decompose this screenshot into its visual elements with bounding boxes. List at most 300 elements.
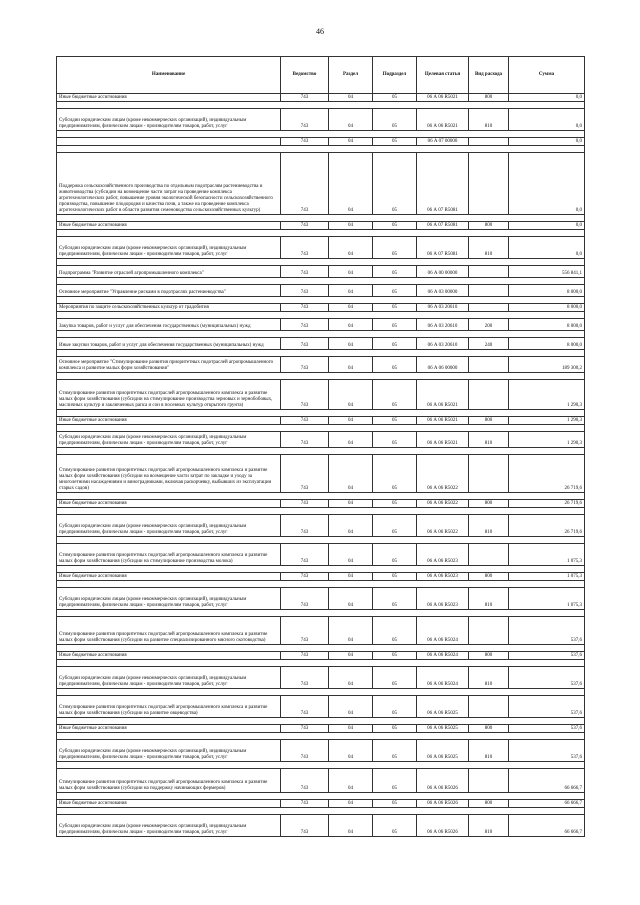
spacer-cell (57, 689, 585, 696)
cell-tselevaya: 06 А 06 R5021 (417, 94, 469, 102)
cell-tselevaya: 06 А 06 R5021 (417, 109, 469, 131)
cell-vedomstvo: 743 (281, 455, 329, 493)
table-row (57, 455, 585, 493)
cell-podrazdel: 05 (373, 338, 417, 350)
cell-vid: 810 (469, 740, 509, 762)
cell-podrazdel: 05 (373, 725, 417, 733)
cell-vedomstvo: 743 (281, 588, 329, 610)
page-number: 46 (316, 27, 324, 36)
cell-summa: 1 290,3 (509, 432, 585, 448)
header-vid: Вид расхода (469, 57, 509, 94)
cell-vedomstvo: 743 (281, 285, 329, 297)
cell-tselevaya: 06 А 06 R5025 (417, 696, 469, 718)
table-row (57, 725, 585, 733)
cell-razdel: 04 (329, 515, 373, 537)
cell-vedomstvo: 743 (281, 617, 329, 645)
cell-razdel: 04 (329, 380, 373, 410)
cell-summa: 1 075,3 (509, 544, 585, 566)
cell-summa: 537,6 (509, 617, 585, 645)
row-spacer (57, 410, 585, 417)
cell-tselevaya: 06 А 07 R5081 (417, 153, 469, 215)
cell-summa: 1 075,3 (509, 588, 585, 610)
cell-tselevaya: 06 А 07 R5081 (417, 222, 469, 230)
cell-summa: 0,0 (509, 138, 585, 146)
cell-podrazdel: 05 (373, 237, 417, 259)
spacer-cell (57, 331, 585, 338)
cell-podrazdel: 05 (373, 266, 417, 278)
row-spacer (57, 793, 585, 800)
cell-name: Мероприятия по защите сельскохозяйственных культур от градобития (57, 304, 281, 312)
cell-vid: 240 (469, 338, 509, 350)
cell-vedomstvo: 743 (281, 357, 329, 373)
cell-vid (469, 769, 509, 793)
cell-razdel: 04 (329, 667, 373, 689)
table-row (57, 357, 585, 373)
cell-podrazdel: 05 (373, 544, 417, 566)
cell-razdel: 04 (329, 500, 373, 508)
header-tselevaya: Целевая статья (417, 57, 469, 94)
cell-tselevaya: 06 А 06 R5022 (417, 500, 469, 508)
table-row (57, 222, 585, 230)
row-spacer (57, 566, 585, 573)
cell-razdel: 04 (329, 696, 373, 718)
cell-summa: 1 290,3 (509, 417, 585, 425)
spacer-cell (57, 660, 585, 667)
cell-vid: 800 (469, 500, 509, 508)
cell-vid: 800 (469, 652, 509, 660)
table-row (57, 515, 585, 537)
cell-vedomstvo: 743 (281, 800, 329, 808)
cell-name: Стимулирование развития приоритетных подотраслей агропромышленного комплекса и развитие малых форм хозяйствования (субсидии на поддержку начинающих фермеров) (57, 769, 281, 793)
table-header-row (57, 57, 585, 94)
table-row (57, 380, 585, 410)
cell-podrazdel: 05 (373, 319, 417, 331)
cell-vedomstvo: 743 (281, 222, 329, 230)
cell-vid: 800 (469, 725, 509, 733)
cell-podrazdel: 05 (373, 455, 417, 493)
cell-tselevaya: 06 А 06 R5025 (417, 725, 469, 733)
table-row (57, 588, 585, 610)
cell-vid (469, 544, 509, 566)
cell-name (57, 138, 281, 146)
cell-name: Основное мероприятие "Стимулирование развития приоритетных подотраслей агропромышленного комплекса и развитие малых форм хозяйствования" (57, 357, 281, 373)
cell-summa: 26 719,6 (509, 455, 585, 493)
spacer-cell (57, 610, 585, 617)
table-row (57, 109, 585, 131)
spacer-cell (57, 508, 585, 515)
cell-summa: 0,0 (509, 237, 585, 259)
cell-summa: 0,0 (509, 222, 585, 230)
spacer-cell (57, 230, 585, 237)
cell-podrazdel: 05 (373, 417, 417, 425)
row-spacer (57, 230, 585, 237)
cell-tselevaya: 06 А 06 R5026 (417, 800, 469, 808)
spacer-cell (57, 350, 585, 357)
cell-vid (469, 266, 509, 278)
cell-podrazdel: 05 (373, 304, 417, 312)
spacer-cell (57, 297, 585, 304)
cell-podrazdel: 05 (373, 667, 417, 689)
table-row (57, 94, 585, 102)
cell-tselevaya: 06 А 06 R5021 (417, 432, 469, 448)
table-body (57, 94, 585, 837)
table-row (57, 417, 585, 425)
header-vedomstvo: Ведомство (281, 57, 329, 94)
cell-tselevaya: 06 А 06 R5023 (417, 544, 469, 566)
cell-vid (469, 153, 509, 215)
spacer-cell (57, 762, 585, 769)
cell-vedomstvo: 743 (281, 380, 329, 410)
table-row (57, 285, 585, 297)
cell-tselevaya: 06 А 06 R5024 (417, 652, 469, 660)
row-spacer (57, 808, 585, 815)
cell-vedomstvo: 743 (281, 237, 329, 259)
cell-summa: 66 666,7 (509, 815, 585, 837)
row-spacer (57, 660, 585, 667)
spacer-cell (57, 793, 585, 800)
cell-podrazdel: 05 (373, 432, 417, 448)
row-spacer (57, 331, 585, 338)
cell-summa: 537,6 (509, 696, 585, 718)
cell-razdel: 04 (329, 153, 373, 215)
cell-razdel: 04 (329, 222, 373, 230)
cell-vid: 810 (469, 109, 509, 131)
cell-summa: 556 841,1 (509, 266, 585, 278)
spacer-cell (57, 493, 585, 500)
cell-podrazdel: 05 (373, 815, 417, 837)
header-razdel: Раздел (329, 57, 373, 94)
cell-razdel: 04 (329, 800, 373, 808)
table-row (57, 573, 585, 581)
cell-name: Иные бюджетные ассигнования (57, 652, 281, 660)
header-name: Наименование (57, 57, 281, 94)
row-spacer (57, 215, 585, 222)
cell-name: Иные бюджетные ассигнования (57, 500, 281, 508)
cell-summa: 189 300,2 (509, 357, 585, 373)
cell-tselevaya: 06 А 06 R5024 (417, 667, 469, 689)
cell-summa: 1 075,3 (509, 573, 585, 581)
cell-podrazdel: 05 (373, 357, 417, 373)
cell-name: Иные бюджетные ассигнования (57, 222, 281, 230)
cell-name: Иные бюджетные ассигнования (57, 725, 281, 733)
cell-tselevaya: 06 А 03 20610 (417, 304, 469, 312)
cell-name: Субсидии юридическим лицам (кроме некоммерческих организаций), индивидуальным предпринимателям, физическим лицам - производителям товаров, работ, услуг (57, 667, 281, 689)
cell-name: Субсидии юридическим лицам (кроме некоммерческих организаций), индивидуальным предпринимателям, физическим лицам - производителям товаров, работ, услуг (57, 237, 281, 259)
cell-vedomstvo: 743 (281, 94, 329, 102)
cell-summa: 8 000,0 (509, 338, 585, 350)
table-row (57, 266, 585, 278)
cell-summa: 537,6 (509, 725, 585, 733)
cell-tselevaya: 06 А 06 R5023 (417, 573, 469, 581)
cell-vid: 800 (469, 222, 509, 230)
cell-name: Закупка товаров, работ и услуг для обеспечения государственных (муниципальных) нужд (57, 319, 281, 331)
cell-razdel: 04 (329, 769, 373, 793)
row-spacer (57, 610, 585, 617)
spacer-cell (57, 102, 585, 109)
cell-razdel: 04 (329, 617, 373, 645)
cell-tselevaya: 06 А 03 20610 (417, 319, 469, 331)
cell-vid (469, 380, 509, 410)
table-row (57, 617, 585, 645)
row-spacer (57, 733, 585, 740)
cell-podrazdel: 05 (373, 573, 417, 581)
cell-vedomstvo: 743 (281, 515, 329, 537)
row-spacer (57, 425, 585, 432)
table-row (57, 740, 585, 762)
row-spacer (57, 762, 585, 769)
cell-summa: 537,6 (509, 667, 585, 689)
row-spacer (57, 102, 585, 109)
spacer-cell (57, 566, 585, 573)
row-spacer (57, 312, 585, 319)
cell-vedomstvo: 743 (281, 266, 329, 278)
cell-name: Иные бюджетные ассигнования (57, 573, 281, 581)
cell-vedomstvo: 743 (281, 417, 329, 425)
cell-name: Стимулирование развития приоритетных подотраслей агропромышленного комплекса и развитие малых форм хозяйствования (субсидии на стимулирование производства зерновых и зернобобовых, масличных культур и заключенных рапса и сои в посевных культур открытого грунта) (57, 380, 281, 410)
table-row (57, 667, 585, 689)
cell-vedomstvo: 743 (281, 815, 329, 837)
cell-summa: 8 000,0 (509, 285, 585, 297)
cell-summa: 537,6 (509, 740, 585, 762)
cell-name: Иные закупки товаров, работ и услуг для обеспечения государственных (муниципальных) нужд (57, 338, 281, 350)
cell-name: Субсидии юридическим лицам (кроме некоммерческих организаций), индивидуальным предпринимателям, физическим лицам - производителям товаров, работ, услуг (57, 109, 281, 131)
cell-podrazdel: 05 (373, 380, 417, 410)
cell-podrazdel: 05 (373, 800, 417, 808)
table-row (57, 544, 585, 566)
row-spacer (57, 537, 585, 544)
cell-tselevaya: 06 А 06 R5024 (417, 617, 469, 645)
cell-tselevaya: 06 А 06 R5021 (417, 417, 469, 425)
cell-summa: 26 719,6 (509, 515, 585, 537)
cell-podrazdel: 05 (373, 138, 417, 146)
spacer-cell (57, 645, 585, 652)
cell-razdel: 04 (329, 544, 373, 566)
cell-vedomstvo: 743 (281, 138, 329, 146)
cell-razdel: 04 (329, 138, 373, 146)
cell-summa: 8 000,0 (509, 319, 585, 331)
row-spacer (57, 718, 585, 725)
header-summa: Сумма (509, 57, 585, 94)
cell-name: Стимулирование развития приоритетных подотраслей агропромышленного комплекса и развитие малых форм хозяйствования (субсидии на развитие специализированного мясного скотоводства) (57, 617, 281, 645)
cell-vid: 800 (469, 417, 509, 425)
cell-summa: 1 290,3 (509, 380, 585, 410)
cell-podrazdel: 05 (373, 500, 417, 508)
cell-vid: 200 (469, 319, 509, 331)
cell-podrazdel: 05 (373, 153, 417, 215)
cell-name: Субсидии юридическим лицам (кроме некоммерческих организаций), индивидуальным предпринимателям, физическим лицам - производителям товаров, работ, услуг (57, 740, 281, 762)
cell-vedomstvo: 743 (281, 652, 329, 660)
cell-summa: 537,6 (509, 652, 585, 660)
cell-name: Субсидии юридическим лицам (кроме некоммерческих организаций), индивидуальным предпринимателям, физическим лицам - производителям товаров, работ, услуг (57, 815, 281, 837)
cell-podrazdel: 05 (373, 617, 417, 645)
row-spacer (57, 581, 585, 588)
budget-table (56, 56, 585, 837)
cell-razdel: 04 (329, 237, 373, 259)
cell-name: Поддержка сельскохозяйственного производства по отдельным подотраслям растениеводства и животноводства (субсидии на возмещение части затрат на проведение комплекса агротехнологических работ, повышение уровня экологической безопасности сельскохозяйственного производства, повышение плодородия и качества почв, а также на проведение комплекса агротехнологических работ в области развития семеноводства сельскохозяйственных культур) (57, 153, 281, 215)
cell-name: Основное мероприятие "Управление рисками в подотраслях растениеводства" (57, 285, 281, 297)
cell-razdel: 04 (329, 652, 373, 660)
spacer-cell (57, 373, 585, 380)
table-row (57, 138, 585, 146)
spacer-cell (57, 131, 585, 138)
cell-name: Стимулирование развития приоритетных подотраслей агропромышленного комплекса и развитие малых форм хозяйствования (субсидии на стимулирование производства молока) (57, 544, 281, 566)
cell-vid (469, 696, 509, 718)
cell-name: Иные бюджетные ассигнования (57, 94, 281, 102)
spacer-cell (57, 808, 585, 815)
cell-tselevaya: 06 А 06 R5022 (417, 455, 469, 493)
cell-podrazdel: 05 (373, 740, 417, 762)
cell-razdel: 04 (329, 740, 373, 762)
row-spacer (57, 131, 585, 138)
table-row (57, 304, 585, 312)
cell-razdel: 04 (329, 304, 373, 312)
cell-tselevaya: 06 А 06 00000 (417, 357, 469, 373)
cell-razdel: 04 (329, 455, 373, 493)
cell-vedomstvo: 743 (281, 696, 329, 718)
cell-podrazdel: 05 (373, 588, 417, 610)
cell-tselevaya: 06 А 00 00000 (417, 266, 469, 278)
cell-name: Стимулирование развития приоритетных подотраслей агропромышленного комплекса и развитие малых форм хозяйствования (субсидии на возмещение части затрат по закладке и уходу за многолетними насаждениями и виноградниками, включая раскорчевку, выбывших из эксплуатации старых садов) (57, 455, 281, 493)
row-spacer (57, 689, 585, 696)
table-row (57, 500, 585, 508)
cell-razdel: 04 (329, 109, 373, 131)
table-row (57, 800, 585, 808)
cell-summa: 66 666,7 (509, 769, 585, 793)
cell-summa: 26 719,6 (509, 500, 585, 508)
cell-razdel: 04 (329, 266, 373, 278)
spacer-cell (57, 312, 585, 319)
cell-vid: 800 (469, 573, 509, 581)
cell-razdel: 04 (329, 94, 373, 102)
cell-tselevaya: 06 А 07 00000 (417, 138, 469, 146)
cell-razdel: 04 (329, 338, 373, 350)
cell-podrazdel: 05 (373, 696, 417, 718)
cell-razdel: 04 (329, 285, 373, 297)
cell-vid (469, 617, 509, 645)
cell-vedomstvo: 743 (281, 304, 329, 312)
cell-podrazdel: 05 (373, 285, 417, 297)
table-row (57, 338, 585, 350)
cell-vedomstvo: 743 (281, 573, 329, 581)
row-spacer (57, 373, 585, 380)
cell-razdel: 04 (329, 573, 373, 581)
table-row (57, 319, 585, 331)
cell-name: Субсидии юридическим лицам (кроме некоммерческих организаций), индивидуальным предпринимателям, физическим лицам - производителям товаров, работ, услуг (57, 588, 281, 610)
cell-vedomstvo: 743 (281, 725, 329, 733)
header-podrazdel: Подраздел (373, 57, 417, 94)
cell-name: Подпрограмма "Развитие отраслей агропромышленного комплекса" (57, 266, 281, 278)
table-row (57, 153, 585, 215)
cell-summa: 0,0 (509, 153, 585, 215)
row-spacer (57, 508, 585, 515)
cell-tselevaya: 06 А 06 R5025 (417, 740, 469, 762)
table-row (57, 769, 585, 793)
cell-name: Иные бюджетные ассигнования (57, 417, 281, 425)
cell-razdel: 04 (329, 417, 373, 425)
cell-podrazdel: 05 (373, 652, 417, 660)
cell-vedomstvo: 743 (281, 667, 329, 689)
table-row (57, 237, 585, 259)
spacer-cell (57, 215, 585, 222)
cell-name: Стимулирование развития приоритетных подотраслей агропромышленного комплекса и развитие малых форм хозяйствования (субсидии на развитие овцеводства) (57, 696, 281, 718)
cell-vedomstvo: 743 (281, 319, 329, 331)
cell-vid (469, 138, 509, 146)
cell-razdel: 04 (329, 588, 373, 610)
cell-name: Субсидии юридическим лицам (кроме некоммерческих организаций), индивидуальным предпринимателям, физическим лицам - производителям товаров, работ, услуг (57, 432, 281, 448)
cell-vedomstvo: 743 (281, 338, 329, 350)
cell-podrazdel: 05 (373, 94, 417, 102)
table-row (57, 696, 585, 718)
cell-vedomstvo: 743 (281, 769, 329, 793)
cell-razdel: 04 (329, 357, 373, 373)
cell-name: Иные бюджетные ассигнования (57, 800, 281, 808)
cell-vid (469, 357, 509, 373)
table-row (57, 815, 585, 837)
cell-tselevaya: 06 А 06 R5026 (417, 815, 469, 837)
cell-summa: 66 666,7 (509, 800, 585, 808)
row-spacer (57, 278, 585, 285)
spacer-cell (57, 537, 585, 544)
cell-tselevaya: 06 А 03 00000 (417, 285, 469, 297)
cell-vid: 810 (469, 237, 509, 259)
cell-vedomstvo: 743 (281, 153, 329, 215)
spacer-cell (57, 581, 585, 588)
spacer-cell (57, 410, 585, 417)
row-spacer (57, 259, 585, 266)
cell-tselevaya: 06 А 07 R5081 (417, 237, 469, 259)
cell-razdel: 04 (329, 815, 373, 837)
cell-vedomstvo: 743 (281, 500, 329, 508)
cell-vid: 810 (469, 815, 509, 837)
cell-tselevaya: 06 А 06 R5023 (417, 588, 469, 610)
cell-tselevaya: 06 А 03 20610 (417, 338, 469, 350)
cell-summa: 0,0 (509, 109, 585, 131)
cell-tselevaya: 06 А 06 R5021 (417, 380, 469, 410)
cell-tselevaya: 06 А 06 R5026 (417, 769, 469, 793)
spacer-cell (57, 425, 585, 432)
spacer-cell (57, 718, 585, 725)
cell-razdel: 04 (329, 319, 373, 331)
cell-vedomstvo: 743 (281, 544, 329, 566)
cell-vid: 810 (469, 515, 509, 537)
spacer-cell (57, 448, 585, 455)
spacer-cell (57, 278, 585, 285)
row-spacer (57, 350, 585, 357)
cell-vid: 800 (469, 800, 509, 808)
row-spacer (57, 645, 585, 652)
row-spacer (57, 146, 585, 153)
cell-vid (469, 285, 509, 297)
spacer-cell (57, 733, 585, 740)
row-spacer (57, 297, 585, 304)
cell-razdel: 04 (329, 725, 373, 733)
cell-name: Субсидии юридическим лицам (кроме некоммерческих организаций), индивидуальным предпринимателям, физическим лицам - производителям товаров, работ, услуг (57, 515, 281, 537)
cell-vid: 810 (469, 588, 509, 610)
cell-vid (469, 455, 509, 493)
cell-podrazdel: 05 (373, 222, 417, 230)
cell-vid: 810 (469, 432, 509, 448)
cell-summa: 8 000,0 (509, 304, 585, 312)
cell-podrazdel: 05 (373, 769, 417, 793)
cell-summa: 0,0 (509, 94, 585, 102)
table-row (57, 432, 585, 448)
cell-vedomstvo: 743 (281, 109, 329, 131)
cell-vedomstvo: 743 (281, 432, 329, 448)
cell-podrazdel: 05 (373, 515, 417, 537)
cell-vid (469, 304, 509, 312)
cell-podrazdel: 05 (373, 109, 417, 131)
cell-razdel: 04 (329, 432, 373, 448)
